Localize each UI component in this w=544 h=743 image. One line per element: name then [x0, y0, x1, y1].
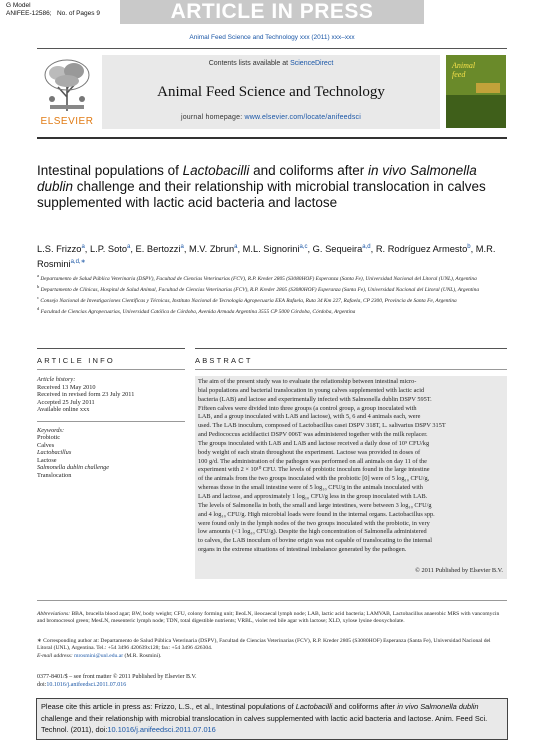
abstract-line: used. The LAB inoculum, composed of Lactobacillus casei DSPV 318T, L. salivarius DSPV 315T — [198, 422, 446, 430]
journal-reference[interactable]: Animal Feed Science and Technology xxx (2011) xxx–xxx — [189, 34, 355, 41]
author-list: L.S. Frizzo$^a$, L.P. Soto$^a$, E. Bertozzi$^a$, M.V. Zbrun$^a$, M.L. Signorini$^{a,c}$, G. Sequeira$^{a,d}$, R. Rodríguez Armesto$^b$, M.R. Rosmini$^{a,d,∗}$ — [37, 244, 496, 269]
cover-line2: feed — [452, 70, 466, 79]
citation-doi-link[interactable]: 10.1016/j.anifeedsci.2011.07.016 — [107, 725, 216, 734]
abstract-line: experiment with 2 × 10¹⁰ CFU. The levels of probiotic inoculum found in the large intestine — [198, 466, 430, 474]
keyword: Translocation — [37, 471, 72, 479]
abstract-line: LAB and lactose, and approximately 1 log₁₀ CFU/g less in the group inoculated with LAB. — [198, 492, 428, 500]
email-line — [37, 653, 507, 660]
keyword: Calves — [37, 441, 55, 449]
abbreviations-footnote — [37, 611, 507, 626]
doi-line — [37, 681, 507, 689]
footnote-divider — [37, 600, 507, 601]
abstract-line: whereas those in the small intestine were of 5 log₁₀ CFU/g in the animals inoculated with — [198, 484, 423, 492]
keyword: Lactobacillus — [37, 449, 72, 456]
abstract-line: and Pediococcus acidilactici DSPV 006T was administered together with the milk replacer. — [198, 431, 428, 439]
abstract-line: organs in the extreme situations of intestinal imbalance generated by the pathogen. — [198, 546, 407, 554]
abstract-text — [198, 378, 504, 555]
history-item: Received in revised form 23 July 2011 — [37, 391, 135, 398]
abstract-box — [195, 376, 507, 579]
abstract-heading: ABSTRACT — [195, 356, 253, 365]
affiliation: $^c$ Consejo Nacional de Investigaciones Científicas y Técnicas, Instituto Nacional de Tecnología Agropecuaria EEA Rafaela, Ruta 34 Km 227, Rafaela, CP 2300, Provincia de Santa Fe, Argentina — [37, 295, 457, 304]
author[interactable]: L.P. Soto$^a$ — [89, 244, 131, 255]
doi-prefix: doi: — [37, 682, 47, 688]
journal-cover-thumbnail[interactable] — [446, 55, 506, 128]
issn-line: 0377-8401/$ – see front matter © 2011 Published by Elsevier B.V. — [37, 674, 197, 680]
abstract-line: and 4 log₁₀ CFU/g. High microbial loads were found in the internal organs. Lactobacillus spp. — [198, 510, 435, 518]
abstract-line: Fifteen calves were divided into three groups (a control group, a group inoculated with — [198, 404, 417, 412]
citation-text: Please cite this article in press as: Frizzo, L.S., et al., Intestinal populations of Lactobacilli and coliforms after in vivo Salmonella dublin challenge and their relationship with microbial translocation in calves supplemented with lactic acid bacteria and lactose. Anim. Feed Sci. Technol. (2011), doi:10.1016/j.anifeedsci.2011.07.016 — [41, 702, 488, 734]
author[interactable]: M.R. Rosmini$^{a,d,∗}$ — [37, 244, 496, 269]
journal-masthead — [102, 55, 440, 129]
history-label: Article history: — [37, 376, 76, 383]
abstract-line: low amounts (<1 log₁₀ CFU/g). Despite the high concentration of Salmonella administered — [198, 528, 427, 536]
elsevier-logo[interactable] — [36, 55, 98, 129]
journal-title: Animal Feed Science and Technology — [157, 84, 385, 100]
affiliations — [37, 272, 507, 316]
email-link[interactable]: mrosmini@unl.edu.ar — [74, 652, 124, 659]
article-title: Intestinal populations of Lactobacilli and coliforms after in vivo Salmonella dublin challenge and their relationship with microbial translocation in calves supplemented with lactic acid bacteria and lactose — [37, 163, 486, 210]
cover-line1: Animal — [452, 61, 476, 70]
history-item: Accepted 25 July 2011 — [37, 398, 95, 406]
author[interactable]: G. Sequeira$^{a,d}$ — [312, 244, 371, 255]
abstract-line: of the animals from the two groups inoculated with the probiotic [0] were of 5 log₁₀ CFU/g, — [198, 475, 430, 483]
masthead-divider — [37, 137, 507, 139]
cover-image — [446, 95, 506, 128]
citation-box — [36, 698, 508, 740]
abstract-line: LAB, and a group inoculated with LAB and lactose), with 5, 6 and 4 animals each, were — [198, 413, 421, 421]
journal-homepage-line — [102, 114, 440, 121]
article-code-block — [6, 2, 100, 18]
abstract-line: body weight of each strain throughout the experiment. Lactose was provided in doses of — [198, 448, 421, 456]
copyright-notice: © 2011 Published by Elsevier B.V. — [415, 567, 503, 574]
history-item: Available online xxx — [37, 406, 90, 413]
keywords-label: Keywords: — [37, 426, 65, 434]
cover-image-strip — [476, 83, 500, 93]
top-header — [0, 0, 544, 24]
corresponding-author-footnote — [37, 638, 507, 660]
doi-link[interactable]: 10.1016/j.anifeedsci.2011.07.016 — [46, 682, 127, 688]
keyword: Probiotic — [37, 434, 61, 441]
article-info-heading: ARTICLE INFO — [37, 356, 115, 365]
abstract-divider-top — [195, 348, 507, 349]
affiliation: $^a$ Departamento de Salud Pública Veterinaria (DSPV), Facultad de Ciencias Veterinarias (FCV), R.P. Kreder 2805 (S3080HOF) Esperanza (Santa Fe), Universidad Nacional del Litoral (UNL), Argentina — [37, 273, 477, 282]
abstract-line: to calves, the LAB inoculum of bovine origin was not capable of translocating to the internal — [198, 537, 432, 545]
info-divider — [37, 369, 185, 370]
abstract-line: bacteria (LAB) and lactose and experimentally infected with Salmonella dublin DSPV 595T. — [198, 395, 432, 403]
cover-title — [452, 61, 475, 79]
g-model-label: G Model — [6, 2, 31, 9]
contents-line — [102, 60, 440, 67]
article-in-press-banner: ARTICLE IN PRESS — [120, 0, 424, 24]
history-item: Received 13 May 2010 — [37, 383, 96, 391]
contents-prefix: Contents lists available at — [208, 60, 289, 67]
abstract-line: The aim of the present study was to evaluate the relationship between intestinal micro- — [198, 378, 417, 385]
affiliation: $^b$ Departamento de Clínicas, Hospital de Salud Animal, Facultad de Ciencias Veterinarias (FCV), R.P. Kreder 2805 (S3080HOF) Esperanza (Santa Fe), Universidad Nacional del Litoral (UNL), Argentina — [37, 284, 480, 293]
abbreviations-text: BBA, brucella blood agar; BW, body weight; CFU, colony forming unit; IleoLN, ileocaecal lymph node; LAB, lactic acid bacteria; LAMVAB, Lactobacillus anaerobic MRS with vancomycin and bromocresol green; MesLN, mesenteric lymph node; TDN, total digestible nutrients; VRBL, violet red bile agar with lactose; XLD, xylose lysine deoxycholate. — [37, 611, 500, 625]
author[interactable]: R. Rodríguez Armesto$^b$ — [375, 244, 471, 255]
journal-homepage-link[interactable]: www.elsevier.com/locate/anifeedsci — [244, 114, 362, 121]
keywords-divider — [37, 421, 185, 423]
abstract-line: were found only in the lymph nodes of the two groups inoculated with the probiotic, in very — [198, 519, 430, 527]
keyword: Lactose — [37, 456, 57, 464]
author[interactable]: M.V. Zbrun$^a$ — [188, 244, 238, 255]
author[interactable]: L.S. Frizzo$^a$ — [37, 244, 85, 255]
corresponding-author-text: ∗ Corresponding author at: Departamento de Salud Pública Veterinaria (DSPV), Facultad de Ciencias Veterinarias (FCV), R.P. Kreder 2805 (S3080HOF) Esperanza (Santa Fe), Universidad Nacional del Litoral (UNL), Argentina. Tel.: +54 3496 420639x128; fax: +54 3496 426304. — [37, 638, 491, 652]
header-divider — [37, 48, 507, 49]
keyword: Salmonella dublin challenge — [37, 464, 110, 471]
email-owner: (M.R. Rosmini). — [124, 652, 162, 659]
article-info — [37, 376, 185, 479]
abstract-line: The groups inoculated with LAB and LAB and lactose received a daily dose of 10⁹ CFU/kg — [198, 439, 430, 447]
affiliation: $^d$ Facultad de Ciencias Agropecuarias, Universidad Católica de Córdoba, Avenida Armada Argentina 3555 CP 5000 Córdoba, Córdoba, Argentina — [37, 306, 356, 316]
author[interactable]: E. Bertozzi$^a$ — [135, 244, 184, 255]
article-code: ANIFEE-12586; — [6, 10, 52, 17]
issn-block — [37, 673, 507, 689]
abstract-line: The levels of Salmonella in both, the small and large intestines, were between 3 log₁₀ CFU/g — [198, 501, 432, 509]
email-label: E-mail address: — [37, 652, 73, 659]
info-divider-top — [37, 348, 185, 349]
homepage-prefix: journal homepage: — [180, 114, 243, 121]
author[interactable]: M.L. Signorini$^{a,c}$ — [242, 244, 308, 255]
abstract-divider — [195, 369, 507, 370]
abbreviations-label: Abbreviations: — [37, 611, 71, 617]
publisher-name: ELSEVIER — [40, 116, 94, 127]
page-count: No. of Pages 9 — [56, 10, 100, 17]
abstract-line: 100 g/d. The administration of the pathogen was performed on all animals on day 11 of the — [198, 457, 427, 465]
abstract-line: bial populations and bacterial translocation in young calves supplemented with lactic acid — [198, 386, 425, 394]
elsevier-tree-icon — [40, 57, 94, 113]
sciencedirect-link[interactable]: ScienceDirect — [290, 60, 334, 67]
